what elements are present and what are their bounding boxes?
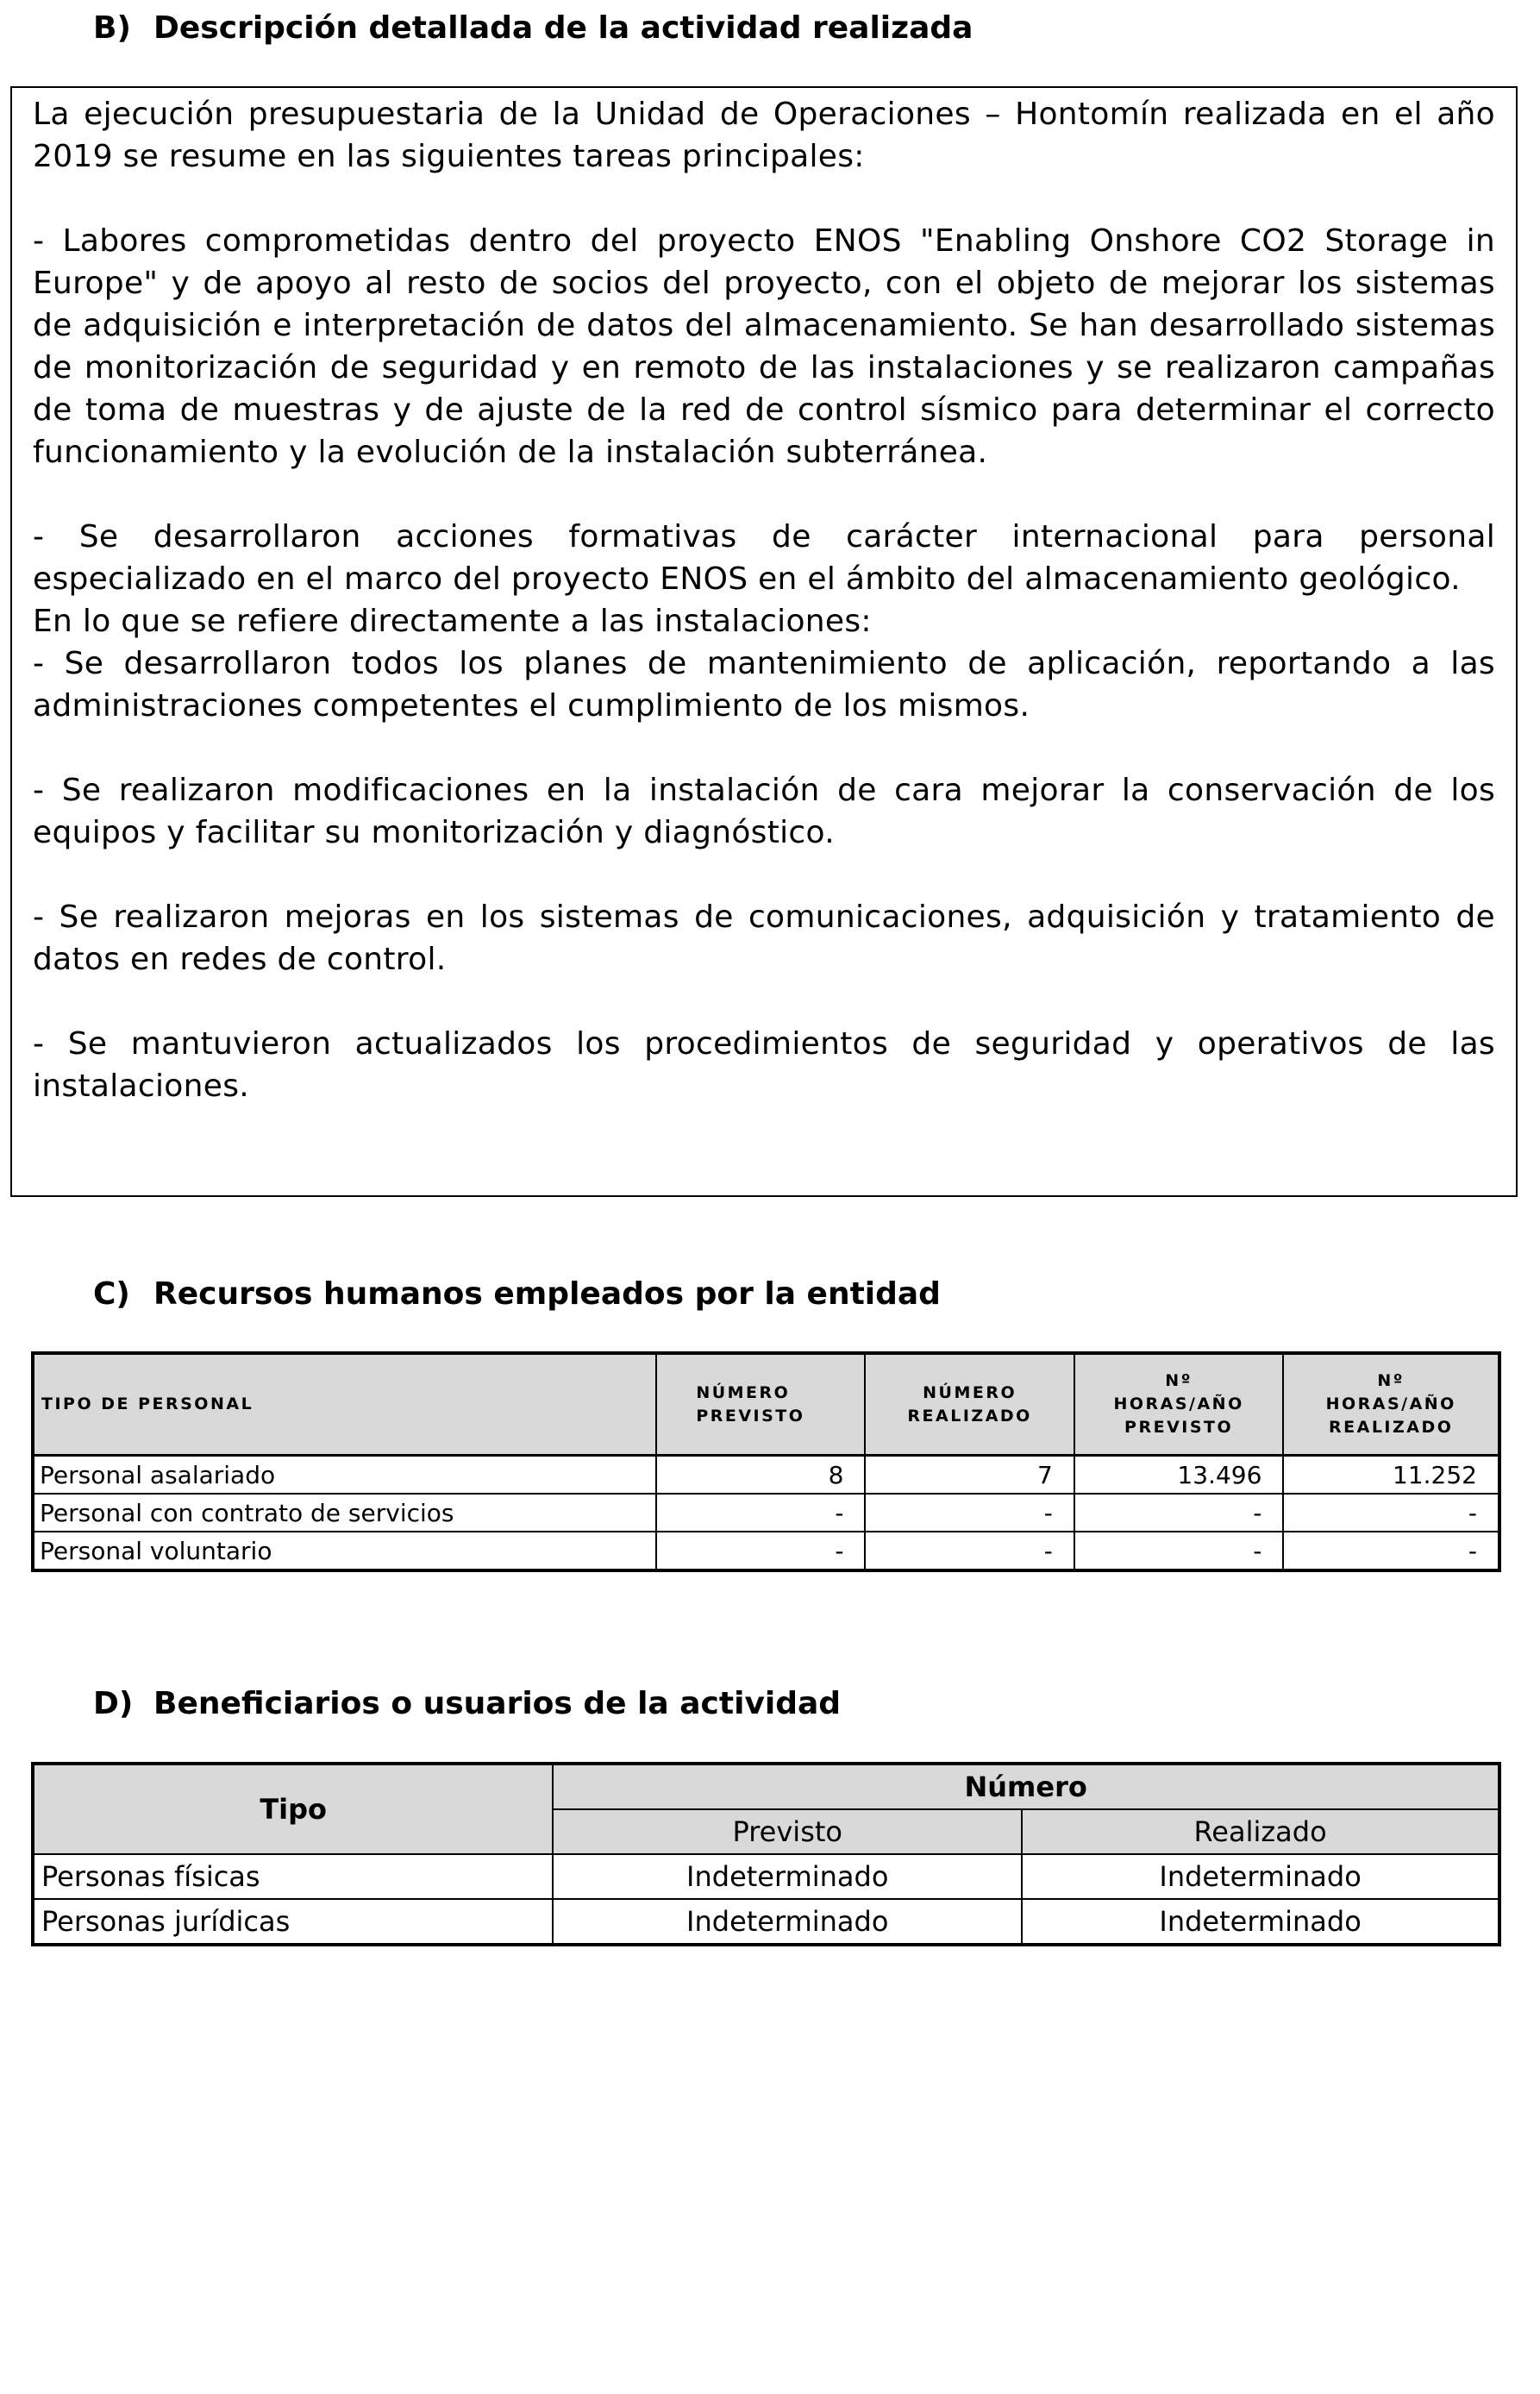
header-numero-realizado bbox=[865, 1353, 1074, 1456]
section-b-letter: B) bbox=[93, 10, 131, 46]
numero-realizado-cell: 7 bbox=[865, 1456, 1074, 1495]
header-tipo-personal: TIPO DE PERSONAL bbox=[33, 1353, 656, 1456]
header-realizado: Realizado bbox=[1022, 1809, 1499, 1854]
human-resources-table bbox=[31, 1351, 1501, 1572]
realizado-cell: Indeterminado bbox=[1022, 1899, 1499, 1945]
header-numero-realizado-text: NÚMERO REALIZADO bbox=[907, 1382, 1032, 1426]
header-numero-previsto-text: NÚMERO PREVISTO bbox=[696, 1382, 805, 1426]
row-label: Personas jurídicas bbox=[33, 1899, 553, 1945]
section-d-heading bbox=[93, 1686, 841, 1721]
section-b-title: Descripción detallada de la actividad realizada bbox=[153, 10, 973, 46]
table-row bbox=[33, 1854, 1499, 1899]
beneficiaries-table bbox=[31, 1762, 1501, 1946]
row-label: Personal voluntario bbox=[33, 1532, 656, 1570]
description-paragraph: - Se desarrollaron acciones formativas de carácter internacional para personal especializado en el marco del proyecto ENOS en el ámbito del almacenamiento geológico. bbox=[33, 519, 1495, 597]
section-d-title: Beneficiarios o usuarios de la actividad bbox=[153, 1686, 842, 1721]
row-label: Personal asalariado bbox=[33, 1456, 656, 1495]
numero-previsto-cell: - bbox=[656, 1532, 865, 1570]
description-paragraph: - Se realizaron modificaciones en la instalación de cara mejorar la conservación de los equipos y facilitar su monitorización y diagnóstico. bbox=[33, 773, 1495, 850]
table-header-row bbox=[33, 1764, 1499, 1809]
header-horas-previsto-text: Nº HORAS/AÑO PREVISTO bbox=[1113, 1371, 1244, 1437]
header-horas-previsto bbox=[1074, 1353, 1284, 1456]
numero-realizado-cell: - bbox=[865, 1494, 1074, 1532]
header-tipo: Tipo bbox=[33, 1764, 553, 1854]
previsto-cell: Indeterminado bbox=[553, 1899, 1022, 1945]
header-horas-realizado bbox=[1283, 1353, 1499, 1456]
section-c-heading bbox=[93, 1276, 941, 1312]
table-row bbox=[33, 1899, 1499, 1945]
activity-description-box bbox=[10, 86, 1518, 1197]
row-label: Personal con contrato de servicios bbox=[33, 1494, 656, 1532]
table-header-row bbox=[33, 1353, 1499, 1456]
horas-realizado-cell: - bbox=[1283, 1532, 1499, 1570]
numero-previsto-cell: - bbox=[656, 1494, 865, 1532]
header-horas-realizado-text: Nº HORAS/AÑO REALIZADO bbox=[1325, 1371, 1456, 1437]
horas-previsto-cell: - bbox=[1074, 1532, 1284, 1570]
table-row bbox=[33, 1532, 1499, 1570]
header-numero: Número bbox=[553, 1764, 1499, 1809]
section-c-title: Recursos humanos empleados por la entidad bbox=[153, 1276, 941, 1312]
table-row bbox=[33, 1494, 1499, 1532]
description-paragraph: La ejecución presupuestaria de la Unidad de Operaciones – Hontomín realizada en el año 2019 se resume en las siguientes tareas principales: bbox=[33, 97, 1495, 174]
horas-realizado-cell: 11.252 bbox=[1283, 1456, 1499, 1495]
horas-realizado-cell: - bbox=[1283, 1494, 1499, 1532]
header-previsto: Previsto bbox=[553, 1809, 1022, 1854]
description-paragraph: - Labores comprometidas dentro del proyecto ENOS "Enabling Onshore CO2 Storage in Europe" y de apoyo al resto de socios del proyecto, con el objeto de mejorar los sistemas de adquisición e interpretación de datos del almacenamiento. Se han desarrollado sistemas de monitorización de seguridad y en remoto de las instalaciones y se realizaron campañas de toma de muestras y de ajuste de la red de control sísmico para determinar el correcto funcionamiento y la evolución de la instalación subterránea. bbox=[33, 223, 1495, 470]
numero-previsto-cell: 8 bbox=[656, 1456, 865, 1495]
section-d-letter: D) bbox=[93, 1686, 134, 1721]
table-row bbox=[33, 1456, 1499, 1495]
horas-previsto-cell: 13.496 bbox=[1074, 1456, 1284, 1495]
numero-realizado-cell: - bbox=[865, 1532, 1074, 1570]
row-label: Personas físicas bbox=[33, 1854, 553, 1899]
realizado-cell: Indeterminado bbox=[1022, 1854, 1499, 1899]
section-b-heading bbox=[93, 10, 973, 46]
description-paragraph: - Se mantuvieron actualizados los procedimientos de seguridad y operativos de las instalaciones. bbox=[33, 1026, 1495, 1104]
horas-previsto-cell: - bbox=[1074, 1494, 1284, 1532]
previsto-cell: Indeterminado bbox=[553, 1854, 1022, 1899]
header-numero-previsto bbox=[656, 1353, 865, 1456]
description-paragraph: - Se realizaron mejoras en los sistemas de comunicaciones, adquisición y tratamiento de datos en redes de control. bbox=[33, 899, 1495, 977]
section-c-letter: C) bbox=[93, 1276, 130, 1312]
description-paragraph: En lo que se refiere directamente a las instalaciones: bbox=[33, 604, 872, 639]
description-paragraph: - Se desarrollaron todos los planes de mantenimiento de aplicación, reportando a las administraciones competentes el cumplimiento de los mismos. bbox=[33, 646, 1495, 724]
